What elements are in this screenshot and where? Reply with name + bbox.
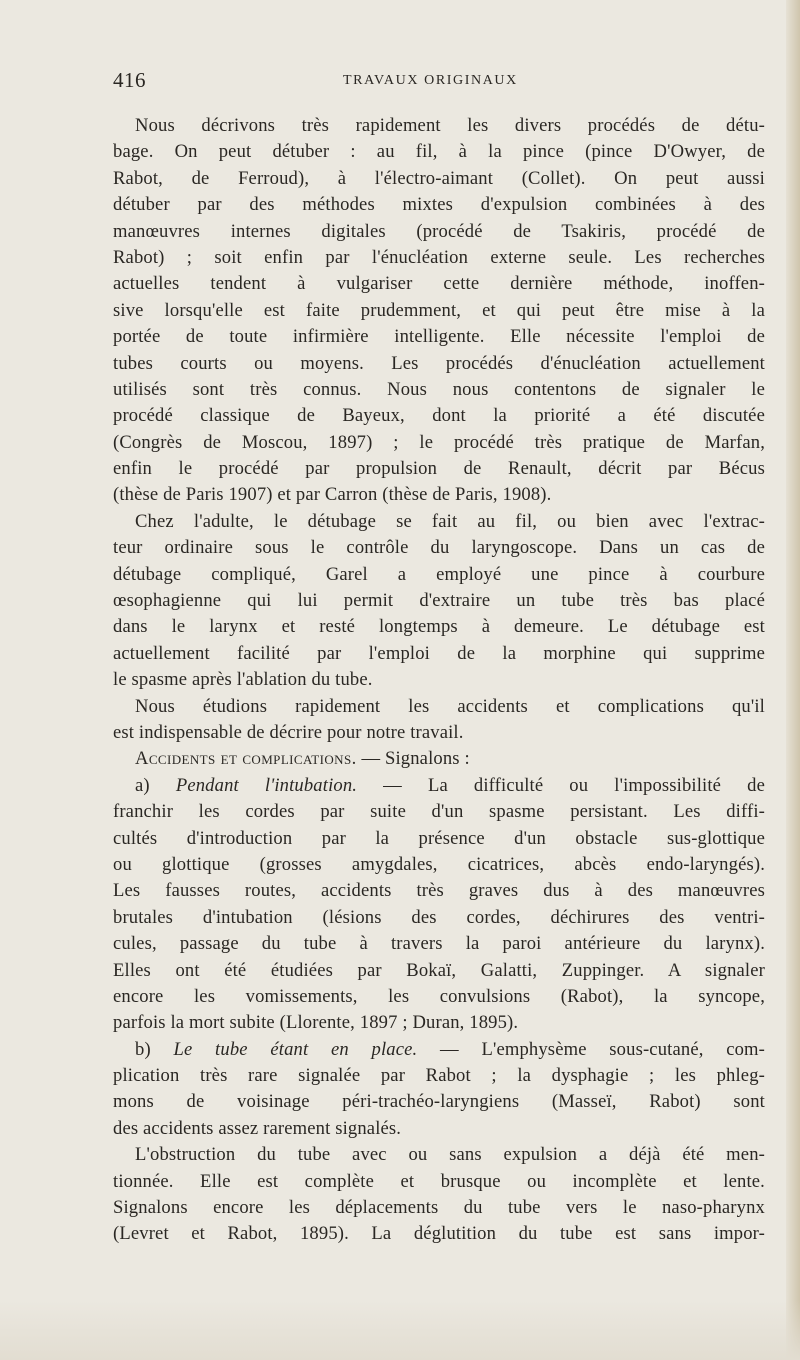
text-line: mons de voisinage péri-trachéo-laryngiens (Masseï, Rabot) sont xyxy=(113,1091,765,1113)
text-line: cules, passage du tube à travers la paroi antérieure du larynx). xyxy=(113,933,765,955)
text-line: teur ordinaire sous le contrôle du laryngoscope. Dans un cas de xyxy=(113,537,765,559)
text-line: Signalons encore les déplacements du tube vers le naso-pharynx xyxy=(113,1197,765,1219)
text-line: encore les vomissements, les convulsions (Rabot), la syncope, xyxy=(113,985,765,1007)
text-line: tubes courts ou moyens. Les procédés d'énucléation actuellement xyxy=(113,352,765,374)
page-number: 416 xyxy=(113,68,146,92)
text-line: actuellement facilité par l'emploi de la morphine qui supprime xyxy=(113,642,765,664)
text-line: manœuvres internes digitales (procédé de Tsakiris, procédé de xyxy=(113,220,765,242)
text-line: enfin le procédé par propulsion de Renault, décrit par Bécus xyxy=(113,458,765,480)
text-line: plication très rare signalée par Rabot ; la dysphagie ; les phleg- xyxy=(113,1065,765,1087)
item-a-text: — La difficulté ou l'impossibilité de xyxy=(357,774,765,796)
text-line: (Congrès de Moscou, 1897) ; le procédé très pratique de Marfan, xyxy=(113,431,765,453)
item-a-first-line xyxy=(113,773,765,799)
section-heading-line xyxy=(113,746,765,772)
item-b-text: — L'emphysème sous-cutané, com- xyxy=(417,1038,766,1060)
item-b-first-line xyxy=(113,1037,765,1063)
text-line: brutales d'intubation (lésions des cordes, déchirures des ventri- xyxy=(113,906,765,928)
text-line: franchir les cordes par suite d'un spasme persistant. Les diffi- xyxy=(113,801,765,823)
section-heading: Accidents et complications. xyxy=(135,748,357,770)
text-line: Rabot, de Ferroud), à l'électro-aimant (Collet). On peut aussi xyxy=(113,167,765,189)
text-line: Chez l'adulte, le détubage se fait au fil, ou bien avec l'extrac- xyxy=(135,510,765,532)
text-line: le spasme après l'ablation du tube. xyxy=(113,669,373,691)
section-intro: — Signalons : xyxy=(356,748,470,770)
item-a-title: Pendant l'intubation. xyxy=(175,774,358,796)
text-line: sive lorsqu'elle est faite prudemment, et qui peut être mise à la xyxy=(113,299,765,321)
text-line: Nous décrivons très rapidement les divers procédés de détu- xyxy=(135,115,765,136)
text-line: détubage compliqué, Garel a employé une pince à courbure xyxy=(113,563,765,585)
text-line: ou glottique (grosses amygdales, cicatrices, abcès endo-laryngés). xyxy=(113,853,765,875)
text-line: Elles ont été étudiées par Bokaï, Galatti, Zuppinger. A signaler xyxy=(113,959,765,981)
text-line: actuelles tendent à vulgariser cette dernière méthode, inoffen- xyxy=(113,273,765,295)
text-line: Rabot) ; soit enfin par l'énucléation externe seule. Les recherches xyxy=(113,246,765,268)
text-line: détuber par des méthodes mixtes d'expulsion combinées à des xyxy=(113,194,765,216)
text-line: L'obstruction du tube avec ou sans expulsion a déjà été men- xyxy=(135,1144,765,1166)
text-line: œsophagienne qui lui permit d'extraire un tube très bas placé xyxy=(113,590,765,612)
item-b-marker: b) xyxy=(135,1038,174,1060)
text-line: est indispensable de décrire pour notre travail. xyxy=(113,721,464,743)
text-line: portée de toute infirmière intelligente. Elle nécessite l'emploi de xyxy=(113,326,765,348)
text-line: Les fausses routes, accidents très graves dus à des manœuvres xyxy=(113,880,765,902)
item-b-title: Le tube étant en place. xyxy=(173,1038,418,1060)
text-line: parfois la mort subite (Llorente, 1897 ; Duran, 1895). xyxy=(113,1012,519,1034)
body-text xyxy=(113,113,765,1248)
text-line: bage. On peut détuber : au fil, à la pince (pince D'Owyer, de xyxy=(113,141,765,163)
text-line: utilisés sont très connus. Nous nous contentons de signaler le xyxy=(113,378,765,400)
page-shadow xyxy=(0,1300,800,1360)
running-title: TRAVAUX ORIGINAUX xyxy=(343,73,518,88)
text-line: cultés d'introduction par la présence d'un obstacle sus-glottique xyxy=(113,827,765,849)
text-line: procédé classique de Bayeux, dont la priorité a été discutée xyxy=(113,405,765,427)
text-line: des accidents assez rarement signalés. xyxy=(113,1117,402,1139)
running-head xyxy=(113,68,763,98)
text-line: dans le larynx et resté longtemps à demeure. Le détubage est xyxy=(113,616,765,638)
item-a-marker: a) xyxy=(135,774,176,796)
text-line: (thèse de Paris 1907) et par Carron (thèse de Paris, 1908). xyxy=(113,484,552,506)
text-line: tionnée. Elle est complète et brusque ou incomplète et lente. xyxy=(113,1170,765,1192)
text-line: Nous étudions rapidement les accidents et complications qu'il xyxy=(135,695,765,717)
page-edge xyxy=(786,0,800,1360)
text-line: (Levret et Rabot, 1895). La déglutition du tube est sans impor- xyxy=(113,1223,765,1245)
